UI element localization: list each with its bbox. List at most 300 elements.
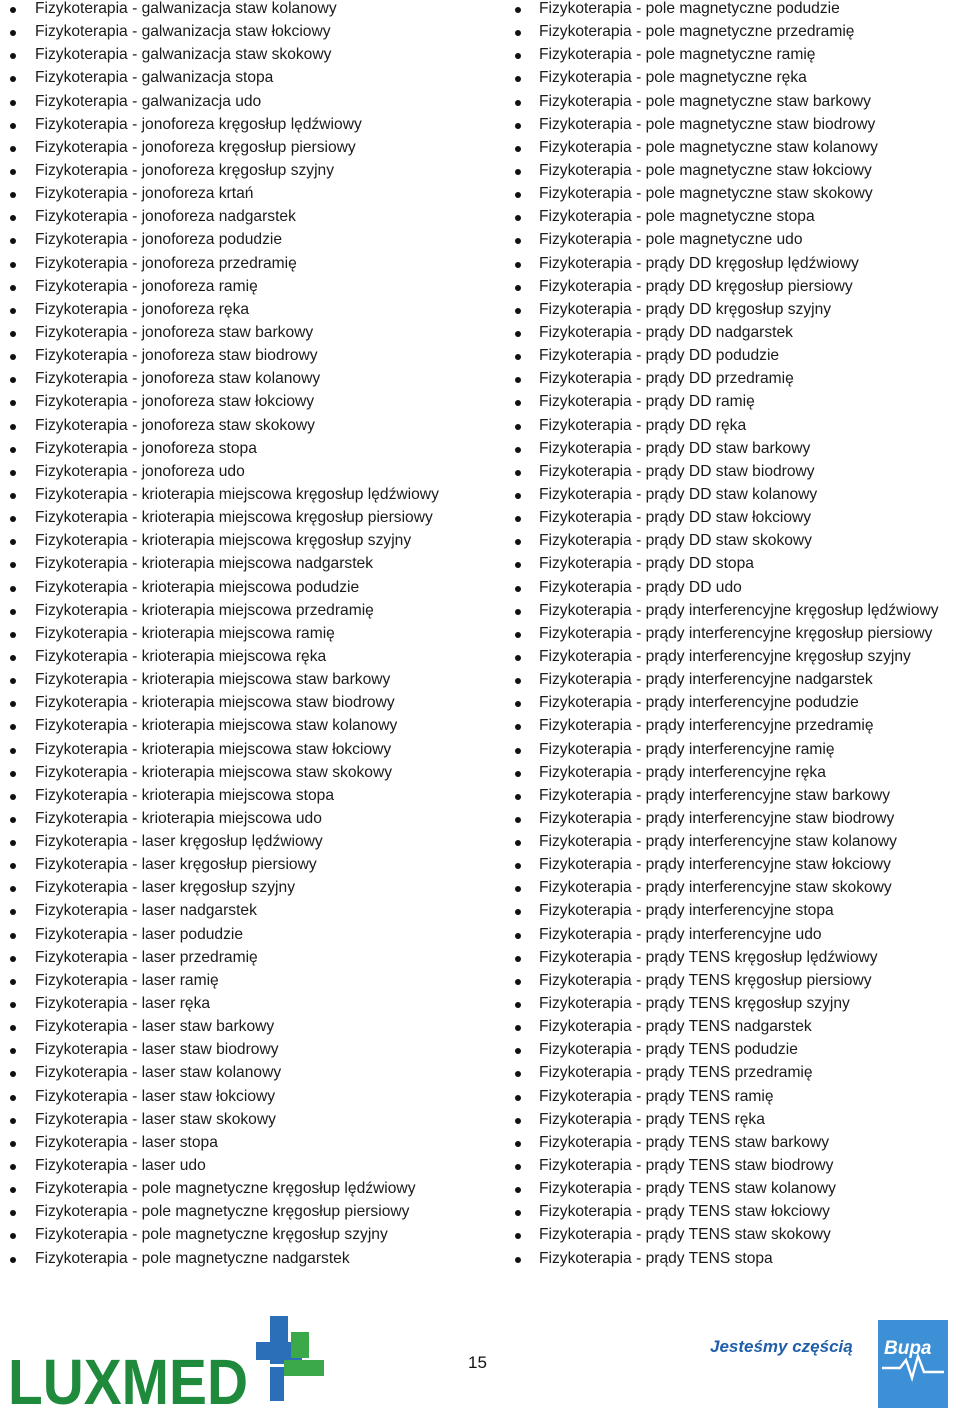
bullet-icon — [515, 215, 521, 221]
bullet-icon — [10, 586, 16, 592]
list-item — [505, 440, 960, 463]
list-item-text: Fizykoterapia - pole magnetyczne stopa — [539, 208, 815, 226]
list-item-text: Fizykoterapia - laser kręgosłup piersiowy — [35, 856, 317, 874]
bullet-icon — [515, 539, 521, 545]
list-item-text: Fizykoterapia - jonoforeza staw barkowy — [35, 323, 314, 341]
list-item-text: Fizykoterapia - prądy DD udo — [539, 578, 742, 596]
list-item — [505, 93, 960, 116]
list-item — [505, 231, 960, 254]
bullet-icon — [10, 76, 16, 82]
bullet-icon — [515, 909, 521, 915]
list-item — [505, 370, 960, 393]
list-item-text: Fizykoterapia - krioterapia miejscowa staw kolanowy — [35, 717, 398, 735]
bullet-icon — [515, 169, 521, 175]
list-item-text: Fizykoterapia - prądy DD ramię — [539, 393, 755, 411]
bullet-icon — [10, 238, 16, 244]
list-item-text: Fizykoterapia - prądy DD stopa — [539, 555, 754, 573]
list-item — [505, 278, 960, 301]
list-item — [0, 902, 490, 925]
list-item-text: Fizykoterapia - pole magnetyczne ręka — [539, 69, 807, 87]
bullet-icon — [515, 285, 521, 291]
list-item-text: Fizykoterapia - laser nadgarstek — [35, 902, 257, 920]
list-item-text: Fizykoterapia - prądy DD ręka — [539, 416, 747, 434]
list-item-text: Fizykoterapia - prądy interferencyjne staw łokciowy — [539, 856, 891, 874]
bullet-icon — [10, 724, 16, 730]
list-item — [0, 717, 490, 740]
list-item-text: Fizykoterapia - prądy TENS kręgosłup lędźwiowy — [539, 948, 878, 966]
list-item-text: Fizykoterapia - galwanizacja stopa — [35, 69, 274, 87]
list-item-text: Fizykoterapia - pole magnetyczne kręgosłup szyjny — [35, 1226, 388, 1244]
list-item — [0, 648, 490, 671]
list-item — [0, 1157, 490, 1180]
list-item — [505, 741, 960, 764]
bullet-icon — [10, 470, 16, 476]
bullet-icon — [10, 771, 16, 777]
list-item-text: Fizykoterapia - laser kręgosłup lędźwiowy — [35, 833, 323, 851]
bullet-icon — [515, 1071, 521, 1077]
list-item-text: Fizykoterapia - jonoforeza staw łokciowy — [35, 393, 315, 411]
bullet-icon — [515, 817, 521, 823]
bullet-icon — [515, 146, 521, 152]
page-number: 15 — [468, 1353, 487, 1372]
list-item — [505, 162, 960, 185]
list-item — [505, 579, 960, 602]
bullet-icon — [515, 377, 521, 383]
bullet-icon — [10, 655, 16, 661]
bullet-icon — [10, 169, 16, 175]
bullet-icon — [10, 100, 16, 106]
list-item-text: Fizykoterapia - prądy TENS kręgosłup piersiowy — [539, 971, 872, 989]
bullet-icon — [10, 794, 16, 800]
bullet-icon — [10, 1257, 16, 1263]
list-item — [0, 139, 490, 162]
bullet-icon — [515, 192, 521, 198]
list-item-text: Fizykoterapia - galwanizacja staw skokowy — [35, 46, 332, 64]
list-item-text: Fizykoterapia - krioterapia miejscowa kręgosłup lędźwiowy — [35, 485, 439, 503]
list-item — [505, 1203, 960, 1226]
list-item-text: Fizykoterapia - prądy DD kręgosłup piersiowy — [539, 277, 853, 295]
list-item — [505, 139, 960, 162]
list-item — [0, 856, 490, 879]
list-item — [505, 1088, 960, 1111]
list-item — [0, 741, 490, 764]
bullet-icon — [515, 979, 521, 985]
page-footer — [0, 1300, 960, 1414]
bullet-icon — [10, 146, 16, 152]
list-item-text: Fizykoterapia - prądy DD staw łokciowy — [539, 509, 812, 527]
list-item — [0, 69, 490, 92]
bullet-icon — [515, 748, 521, 754]
list-item — [505, 208, 960, 231]
list-item-text: Fizykoterapia - krioterapia miejscowa udo — [35, 809, 322, 827]
list-item — [505, 648, 960, 671]
bullet-icon — [515, 840, 521, 846]
bullet-icon — [10, 701, 16, 707]
list-item — [0, 1088, 490, 1111]
list-item-text: Fizykoterapia - prądy interferencyjne staw skokowy — [539, 879, 892, 897]
bullet-icon — [515, 76, 521, 82]
list-item-text: Fizykoterapia - jonoforeza kręgosłup szyjny — [35, 161, 335, 179]
list-item-text: Fizykoterapia - krioterapia miejscowa staw barkowy — [35, 671, 391, 689]
right-service-list — [505, 0, 960, 1273]
bullet-icon — [515, 53, 521, 59]
bullet-icon — [10, 979, 16, 985]
list-item — [505, 995, 960, 1018]
list-item — [0, 46, 490, 69]
bullet-icon — [515, 447, 521, 453]
list-item-text: Fizykoterapia - pole magnetyczne podudzie — [539, 0, 840, 17]
list-item-text: Fizykoterapia - laser udo — [35, 1157, 206, 1175]
list-item — [505, 949, 960, 972]
bullet-icon — [10, 609, 16, 615]
list-item — [505, 1157, 960, 1180]
list-item — [505, 417, 960, 440]
list-item — [0, 810, 490, 833]
list-item — [0, 1018, 490, 1041]
bullet-icon — [10, 1071, 16, 1077]
bullet-icon — [10, 1025, 16, 1031]
bullet-icon — [10, 1048, 16, 1054]
list-item-text: Fizykoterapia - krioterapia miejscowa staw łokciowy — [35, 740, 392, 758]
list-item — [505, 486, 960, 509]
list-item — [505, 69, 960, 92]
bullet-icon — [515, 1095, 521, 1101]
bullet-icon — [515, 678, 521, 684]
list-item — [505, 1111, 960, 1134]
list-item-text: Fizykoterapia - pole magnetyczne staw łokciowy — [539, 161, 872, 179]
list-item — [0, 926, 490, 949]
bullet-icon — [515, 262, 521, 268]
list-item-text: Fizykoterapia - prądy TENS nadgarstek — [539, 1018, 812, 1036]
list-item — [505, 810, 960, 833]
bullet-icon — [10, 909, 16, 915]
list-item-text: Fizykoterapia - laser staw łokciowy — [35, 1087, 276, 1105]
bullet-icon — [10, 748, 16, 754]
bullet-icon — [515, 1025, 521, 1031]
bupa-logo — [878, 1320, 948, 1408]
list-item-text: Fizykoterapia - prądy interferencyjne staw kolanowy — [539, 833, 897, 851]
bullet-icon — [10, 1118, 16, 1124]
list-item-text: Fizykoterapia - prądy interferencyjne staw biodrowy — [539, 809, 895, 827]
bullet-icon — [515, 771, 521, 777]
bullet-icon — [10, 516, 16, 522]
left-service-list — [0, 0, 490, 1273]
list-item-text: Fizykoterapia - laser kręgosłup szyjny — [35, 879, 295, 897]
bullet-icon — [515, 933, 521, 939]
list-item — [0, 879, 490, 902]
bullet-icon — [10, 400, 16, 406]
list-item — [505, 1018, 960, 1041]
list-item-text: Fizykoterapia - prądy interferencyjne nadgarstek — [539, 671, 873, 689]
list-item — [0, 116, 490, 139]
list-item — [505, 902, 960, 925]
list-item — [0, 278, 490, 301]
list-item-text: Fizykoterapia - laser staw biodrowy — [35, 1041, 279, 1059]
bullet-icon — [10, 1002, 16, 1008]
list-item-text: Fizykoterapia - jonoforeza kręgosłup lędźwiowy — [35, 115, 362, 133]
list-item — [0, 1250, 490, 1273]
list-item-text: Fizykoterapia - krioterapia miejscowa przedramię — [35, 601, 374, 619]
list-item — [505, 1226, 960, 1249]
list-item-text: Fizykoterapia - krioterapia miejscowa staw biodrowy — [35, 694, 395, 712]
list-item-text: Fizykoterapia - prądy interferencyjne stopa — [539, 902, 834, 920]
list-item-text: Fizykoterapia - jonoforeza staw kolanowy — [35, 370, 321, 388]
list-item — [505, 1250, 960, 1273]
list-item-text: Fizykoterapia - prądy interferencyjne ręka — [539, 763, 826, 781]
list-item — [505, 717, 960, 740]
list-item — [505, 1180, 960, 1203]
list-item-text: Fizykoterapia - prądy interferencyjne podudzie — [539, 694, 859, 712]
list-item-text: Fizykoterapia - jonoforeza staw skokowy — [35, 416, 315, 434]
bupa-wordmark: Bupa — [884, 1338, 932, 1359]
list-item — [505, 301, 960, 324]
list-item-text: Fizykoterapia - pole magnetyczne staw biodrowy — [539, 115, 876, 133]
list-item-text: Fizykoterapia - jonoforeza udo — [35, 462, 245, 480]
bullet-icon — [10, 840, 16, 846]
list-item — [0, 231, 490, 254]
bullet-icon — [515, 562, 521, 568]
bullet-icon — [515, 655, 521, 661]
luxmed-logo — [8, 1312, 328, 1410]
bullet-icon — [515, 586, 521, 592]
list-item-text: Fizykoterapia - krioterapia miejscowa kręgosłup szyjny — [35, 532, 412, 550]
list-item — [0, 671, 490, 694]
list-item — [505, 324, 960, 347]
list-item-text: Fizykoterapia - jonoforeza stopa — [35, 439, 257, 457]
bullet-icon — [515, 701, 521, 707]
bullet-icon — [515, 30, 521, 36]
list-item-text: Fizykoterapia - prądy DD przedramię — [539, 370, 794, 388]
list-item — [505, 625, 960, 648]
list-item-text: Fizykoterapia - prądy interferencyjne kręgosłup szyjny — [539, 647, 911, 665]
bullet-icon — [515, 724, 521, 730]
list-item-text: Fizykoterapia - krioterapia miejscowa staw skokowy — [35, 763, 393, 781]
list-item-text: Fizykoterapia - pole magnetyczne kręgosłup lędźwiowy — [35, 1180, 416, 1198]
list-item-text: Fizykoterapia - pole magnetyczne ramię — [539, 46, 816, 64]
list-item-text: Fizykoterapia - pole magnetyczne staw kolanowy — [539, 138, 878, 156]
list-item — [0, 1041, 490, 1064]
list-item — [0, 463, 490, 486]
bullet-icon — [515, 100, 521, 106]
list-item — [0, 995, 490, 1018]
bullet-icon — [515, 331, 521, 337]
list-item-text: Fizykoterapia - pole magnetyczne nadgarstek — [35, 1249, 350, 1267]
list-item-text: Fizykoterapia - krioterapia miejscowa ręka — [35, 647, 327, 665]
bullet-icon — [515, 609, 521, 615]
bullet-icon — [10, 424, 16, 430]
bullet-icon — [515, 470, 521, 476]
list-item-text: Fizykoterapia - prądy TENS przedramię — [539, 1064, 813, 1082]
list-item — [505, 509, 960, 532]
list-item — [0, 949, 490, 972]
list-item-text: Fizykoterapia - prądy interferencyjne kręgosłup lędźwiowy — [539, 601, 939, 619]
bullet-icon — [10, 30, 16, 36]
list-item-text: Fizykoterapia - pole magnetyczne przedramię — [539, 23, 855, 41]
list-item — [505, 185, 960, 208]
list-item — [505, 671, 960, 694]
list-item-text: Fizykoterapia - prądy TENS staw łokciowy — [539, 1203, 830, 1221]
bullet-icon — [10, 1233, 16, 1239]
bullet-icon — [10, 933, 16, 939]
bullet-icon — [10, 447, 16, 453]
bullet-icon — [515, 1164, 521, 1170]
list-item-text: Fizykoterapia - jonoforeza staw biodrowy — [35, 347, 318, 365]
list-item — [0, 1134, 490, 1157]
list-item — [505, 856, 960, 879]
bullet-icon — [515, 400, 521, 406]
list-item-text: Fizykoterapia - prądy DD podudzie — [539, 347, 780, 365]
luxmed-wordmark: LUXMED — [8, 1346, 248, 1410]
list-item — [0, 0, 490, 23]
list-item-text: Fizykoterapia - laser staw kolanowy — [35, 1064, 282, 1082]
bullet-icon — [515, 1187, 521, 1193]
bullet-icon — [10, 1095, 16, 1101]
list-item — [505, 116, 960, 139]
list-item — [0, 764, 490, 787]
list-item — [505, 1041, 960, 1064]
list-item-text: Fizykoterapia - jonoforeza podudzie — [35, 231, 283, 249]
list-item-text: Fizykoterapia - krioterapia miejscowa stopa — [35, 786, 334, 804]
list-item — [0, 532, 490, 555]
bullet-icon — [10, 308, 16, 314]
list-item-text: Fizykoterapia - prądy DD kręgosłup szyjny — [539, 300, 832, 318]
bullet-icon — [515, 7, 521, 13]
bullet-icon — [515, 1233, 521, 1239]
list-item — [0, 509, 490, 532]
bullet-icon — [10, 632, 16, 638]
list-item-text: Fizykoterapia - laser staw barkowy — [35, 1018, 275, 1036]
list-item — [505, 879, 960, 902]
list-item — [505, 255, 960, 278]
list-item — [505, 764, 960, 787]
list-item-text: Fizykoterapia - krioterapia miejscowa kręgosłup piersiowy — [35, 509, 433, 527]
list-item — [505, 694, 960, 717]
bullet-icon — [515, 794, 521, 800]
list-item-text: Fizykoterapia - prądy DD staw kolanowy — [539, 485, 818, 503]
list-item-text: Fizykoterapia - prądy TENS staw barkowy — [539, 1133, 830, 1151]
bullet-icon — [10, 1164, 16, 1170]
list-item-text: Fizykoterapia - prądy TENS podudzie — [539, 1041, 798, 1059]
list-item-text: Fizykoterapia - laser podudzie — [35, 925, 244, 943]
bullet-icon — [515, 308, 521, 314]
list-item — [505, 393, 960, 416]
list-item — [0, 185, 490, 208]
bullet-icon — [515, 354, 521, 360]
list-item-text: Fizykoterapia - jonoforeza ręka — [35, 300, 250, 318]
luxmed-cross-icon — [256, 1316, 324, 1401]
list-item-text: Fizykoterapia - prądy TENS ręka — [539, 1110, 765, 1128]
list-item — [0, 208, 490, 231]
bullet-icon — [515, 956, 521, 962]
list-item — [0, 301, 490, 324]
list-item-text: Fizykoterapia - pole magnetyczne staw skokowy — [539, 185, 873, 203]
list-item — [0, 162, 490, 185]
bullet-icon — [10, 7, 16, 13]
list-item — [0, 1180, 490, 1203]
list-item — [0, 417, 490, 440]
bullet-icon — [10, 331, 16, 337]
list-item — [505, 926, 960, 949]
bullet-icon — [515, 1141, 521, 1147]
list-item-text: Fizykoterapia - prądy DD kręgosłup lędźwiowy — [539, 254, 859, 272]
list-item-text: Fizykoterapia - prądy TENS ramię — [539, 1087, 774, 1105]
bullet-icon — [10, 377, 16, 383]
bullet-icon — [515, 886, 521, 892]
list-item — [0, 347, 490, 370]
list-item — [505, 1064, 960, 1087]
list-item — [0, 1226, 490, 1249]
bullet-icon — [10, 262, 16, 268]
list-item — [505, 532, 960, 555]
bullet-icon — [10, 123, 16, 129]
bullet-icon — [10, 678, 16, 684]
list-item-text: Fizykoterapia - jonoforeza krtań — [35, 185, 254, 203]
list-item-text: Fizykoterapia - prądy interferencyjne przedramię — [539, 717, 874, 735]
bullet-icon — [515, 516, 521, 522]
list-item — [505, 46, 960, 69]
list-item-text: Fizykoterapia - pole magnetyczne staw barkowy — [539, 92, 871, 110]
bullet-icon — [515, 1048, 521, 1054]
bullet-icon — [515, 424, 521, 430]
list-item — [505, 833, 960, 856]
list-item-text: Fizykoterapia - krioterapia miejscowa nadgarstek — [35, 555, 374, 573]
list-item-text: Fizykoterapia - prądy interferencyjne staw barkowy — [539, 786, 891, 804]
bullet-icon — [10, 1141, 16, 1147]
list-item — [505, 602, 960, 625]
bullet-icon — [515, 123, 521, 129]
bullet-icon — [515, 863, 521, 869]
bullet-icon — [10, 863, 16, 869]
list-item-text: Fizykoterapia - laser przedramię — [35, 948, 258, 966]
list-item — [0, 324, 490, 347]
list-item-text: Fizykoterapia - prądy TENS kręgosłup szyjny — [539, 995, 850, 1013]
list-item — [0, 93, 490, 116]
list-item-text: Fizykoterapia - jonoforeza nadgarstek — [35, 208, 296, 226]
list-item — [505, 555, 960, 578]
list-item-text: Fizykoterapia - prądy DD nadgarstek — [539, 323, 793, 341]
list-item-text: Fizykoterapia - prądy TENS staw skokowy — [539, 1226, 831, 1244]
bullet-icon — [10, 53, 16, 59]
list-item-text: Fizykoterapia - prądy interferencyjne udo — [539, 925, 822, 943]
list-item-text: Fizykoterapia - prądy DD staw skokowy — [539, 532, 812, 550]
list-item-text: Fizykoterapia - galwanizacja staw łokciowy — [35, 23, 331, 41]
bullet-icon — [10, 886, 16, 892]
list-item-text: Fizykoterapia - prądy interferencyjne ramię — [539, 740, 835, 758]
bullet-icon — [10, 354, 16, 360]
bullet-icon — [10, 192, 16, 198]
list-item-text: Fizykoterapia - jonoforeza przedramię — [35, 254, 297, 272]
list-item-text: Fizykoterapia - prądy TENS staw kolanowy — [539, 1180, 836, 1198]
list-item-text: Fizykoterapia - laser ręka — [35, 995, 211, 1013]
list-item — [505, 1134, 960, 1157]
list-item — [0, 393, 490, 416]
bullet-icon — [10, 215, 16, 221]
list-item — [505, 23, 960, 46]
list-item-text: Fizykoterapia - prądy interferencyjne kręgosłup piersiowy — [539, 624, 933, 642]
list-item — [0, 486, 490, 509]
list-item-text: Fizykoterapia - prądy TENS stopa — [539, 1249, 773, 1267]
list-item — [505, 972, 960, 995]
list-item-text: Fizykoterapia - krioterapia miejscowa podudzie — [35, 578, 360, 596]
list-item-text: Fizykoterapia - prądy DD staw biodrowy — [539, 462, 815, 480]
bullet-icon — [10, 817, 16, 823]
list-item — [0, 602, 490, 625]
list-item — [0, 440, 490, 463]
bullet-icon — [515, 493, 521, 499]
list-item — [505, 787, 960, 810]
list-item-text: Fizykoterapia - laser staw skokowy — [35, 1110, 276, 1128]
list-item-text: Fizykoterapia - galwanizacja udo — [35, 92, 262, 110]
